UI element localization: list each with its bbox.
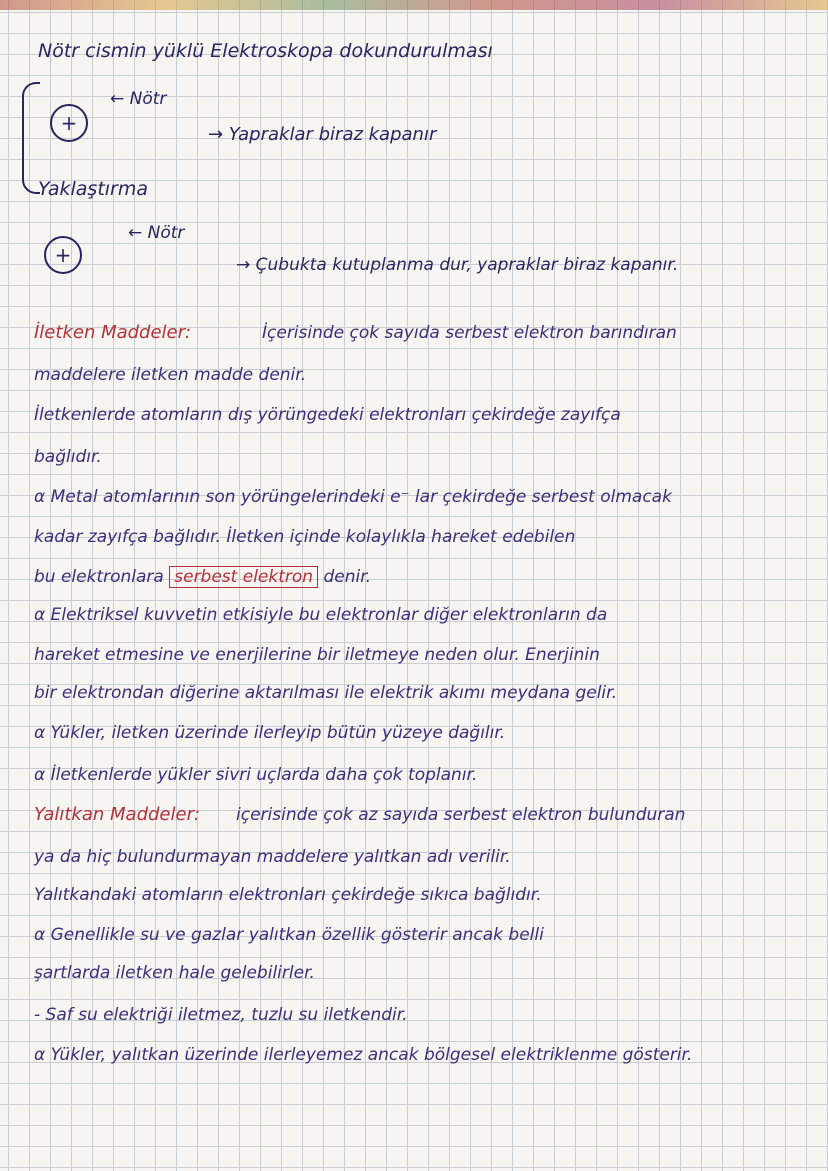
text-line: kadar zayıfça bağlıdır. İletken içinde kolaylıkla hareket edebilen <box>34 527 576 547</box>
text-line: Yalıtkandaki atomların elektronları çekirdeğe sıkıca bağlıdır. <box>34 885 542 905</box>
subtitle-approach: Yaklaştırma <box>38 178 149 200</box>
text-line: hareket etmesine ve enerjilerine bir iletmeye neden olur. Enerjinin <box>34 645 600 665</box>
text-line: α Yükler, iletken üzerinde ilerleyip bütün yüzeye dağılır. <box>34 723 506 743</box>
text-line: ya da hiç bulundurmayan maddelere yalıtkan adı verilir. <box>34 847 511 867</box>
plus-sign-2: + <box>54 243 72 267</box>
text-segment: bu elektronlara <box>34 567 164 587</box>
plus-sign-1: + <box>60 111 78 135</box>
insulators-heading: Yalıtkan Maddeler: <box>34 804 201 825</box>
text-line: bir elektrondan diğerine aktarılması ile elektrik akımı meydana gelir. <box>34 683 617 703</box>
charged-sphere-1 <box>50 104 88 142</box>
text-line: İletkenlerde atomların dış yörüngedeki elektronları çekirdeğe zayıfça <box>34 405 621 425</box>
text-line: α Yükler, yalıtkan üzerinde ilerleyemez ancak bölgesel elektriklenme gösterir. <box>34 1045 693 1065</box>
neutral-label-2: ← Nötr <box>128 223 185 243</box>
text-line: içerisinde çok az sayıda serbest elektron bulunduran <box>236 805 686 825</box>
text-line <box>34 566 371 588</box>
text-line: İçerisinde çok sayıda serbest elektron barındıran <box>262 323 677 343</box>
text-line: şartlarda iletken hale gelebilirler. <box>34 963 315 983</box>
text-line: maddelere iletken madde denir. <box>34 365 307 385</box>
neutral-label-1: ← Nötr <box>110 89 167 109</box>
result-text-2: → Çubukta kutuplanma dur, yapraklar biraz kapanır. <box>236 255 679 275</box>
text-line: - Saf su elektriği iletmez, tuzlu su iletkendir. <box>34 1005 408 1025</box>
text-line: α Elektriksel kuvvetin etkisiyle bu elektronlar diğer elektronların da <box>34 605 608 625</box>
result-text-1: → Yapraklar biraz kapanır <box>208 124 437 145</box>
text-line: α Metal atomlarının son yörüngelerindeki e⁻ lar çekirdeğe serbest olmacak <box>34 487 672 507</box>
conductors-heading: İletken Maddeler: <box>34 322 192 343</box>
text-line: bağlıdır. <box>34 447 102 467</box>
charged-sphere-2 <box>44 236 82 274</box>
boxed-term-free-electron: serbest elektron <box>169 566 318 588</box>
text-line: α İletkenlerde yükler sivri uçlarda daha çok toplanır. <box>34 765 478 785</box>
text-segment: denir. <box>323 567 372 587</box>
top-edge-strip <box>0 0 828 10</box>
page-title: Nötr cismin yüklü Elektroskopa dokundurulması <box>38 40 493 62</box>
text-line: α Genellikle su ve gazlar yalıtkan özellik gösterir ancak belli <box>34 925 544 945</box>
